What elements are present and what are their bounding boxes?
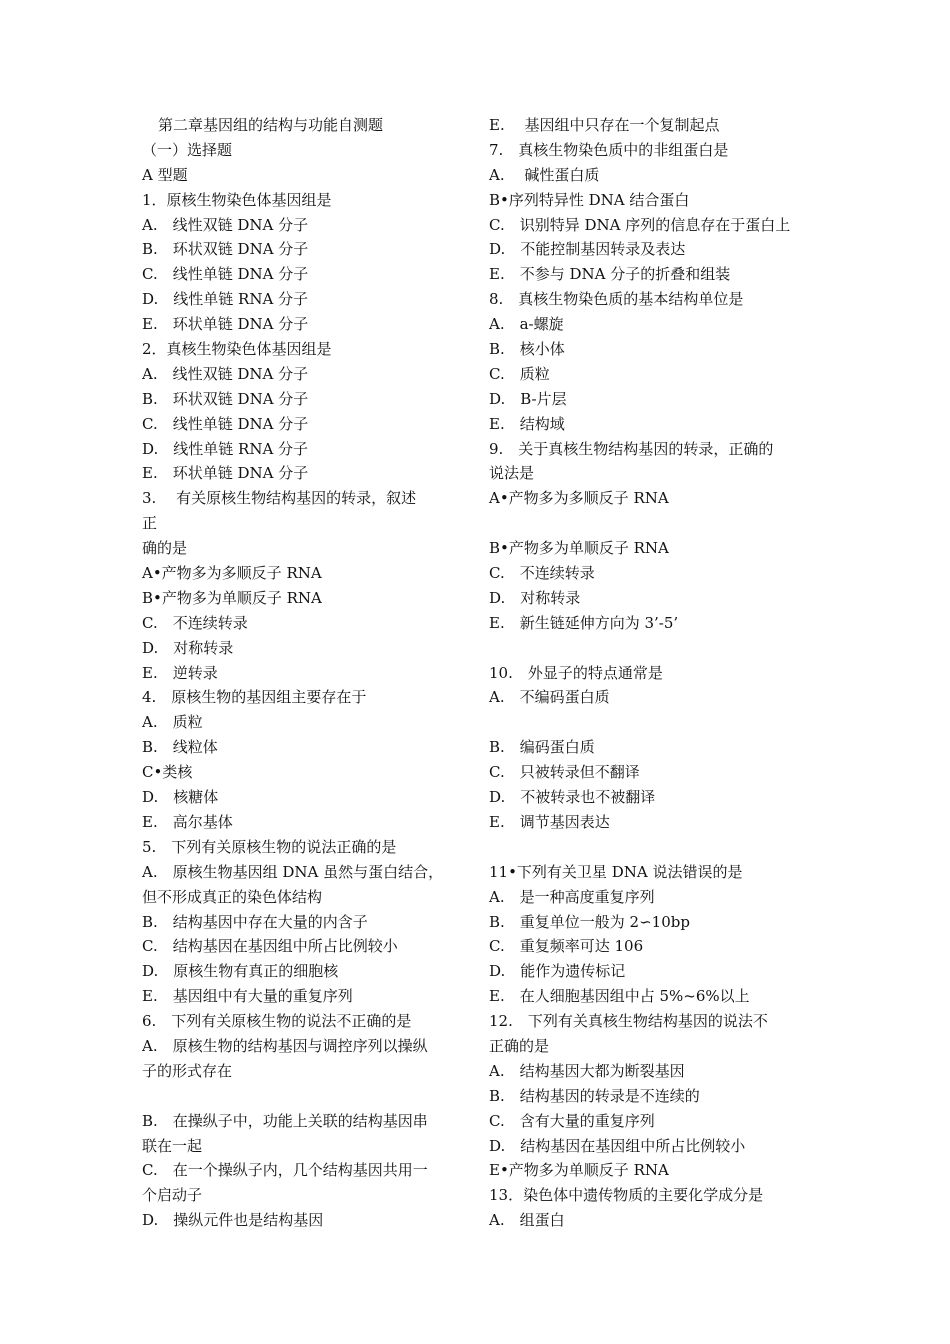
text-line: 10. 外显子的特点通常是	[489, 663, 663, 682]
text-line: B•产物多为单顺反子 RNA	[489, 539, 669, 558]
blank-line	[489, 710, 809, 735]
text-line: A. 结构基因大都为断裂基因	[489, 1061, 685, 1080]
text-line: 子的形式存在	[142, 1061, 233, 1080]
text-line: 说法是	[489, 464, 535, 483]
text-line: B•产物多为单顺反子 RNA	[142, 588, 322, 607]
text-line: D. 核糖体	[142, 788, 219, 807]
text-line: C. 线性单链 DNA 分子	[142, 265, 309, 284]
text-line: 正确的是	[489, 1036, 550, 1055]
text-line: C. 不连续转录	[489, 564, 595, 583]
text-line: B. 编码蛋白质	[489, 738, 595, 757]
text-line: D. 不被转录也不被翻译	[489, 788, 656, 807]
text-line: A•产物多为多顺反子 RNA	[489, 489, 669, 508]
text-line: 确的是	[142, 539, 188, 558]
text-line: E. 基因组中有大量的重复序列	[142, 987, 353, 1006]
text-line: A. 组蛋白	[489, 1211, 565, 1230]
text-line: B. 重复单位一般为 2∽10bp	[489, 912, 690, 931]
text-line: （一）选择题	[142, 140, 233, 159]
text-line: 2．真核生物染色体基因组是	[142, 340, 332, 359]
text-line: C•类核	[142, 763, 193, 782]
text-line: C. 重复频率可达 106	[489, 937, 644, 956]
text-line: E. 在人细胞基因组中占 5%~6%以上	[489, 987, 750, 1006]
text-line: E. 环状单链 DNA 分子	[142, 315, 309, 334]
blank-line	[489, 636, 809, 661]
page-title: 第二章基因组的结构与功能自测题	[158, 116, 384, 134]
text-line: B. 结构基因中存在大量的内含子	[142, 912, 368, 931]
text-line: A. 原核生物基因组 DNA 虽然与蛋白结合，	[142, 862, 444, 881]
blank-line	[489, 511, 809, 536]
text-line: E. 新生链延伸方向为 3’-5’	[489, 613, 679, 632]
text-line: D. 能作为遗传标记	[489, 962, 626, 981]
text-line: E. 结构域	[489, 414, 565, 433]
text-line: A•产物多为多顺反子 RNA	[142, 564, 322, 583]
text-line: D. 对称转录	[489, 588, 581, 607]
text-line: 但不形成真正的染色体结构	[142, 887, 323, 906]
text-line: 联在一起	[142, 1136, 203, 1155]
text-line: 5. 下列有关原核生物的说法正确的是	[142, 837, 397, 856]
text-line: E. 基因组中只存在一个复制起点	[489, 116, 720, 134]
blank-line	[142, 1084, 462, 1109]
text-line: B. 线粒体	[142, 738, 218, 757]
text-line: A. 碱性蛋白质	[489, 165, 600, 184]
text-line: C. 识别特异 DNA 序列的信息存在于蛋白上	[489, 215, 791, 234]
text-line: B. 在操纵子中，功能上关联的结构基因串	[142, 1111, 428, 1130]
text-line: 个启动子	[142, 1186, 203, 1205]
text-line: 9. 关于真核生物结构基因的转录，正确的	[489, 439, 774, 458]
text-line: A. 线性双链 DNA 分子	[142, 364, 309, 383]
text-line: C. 质粒	[489, 364, 550, 383]
text-line: B. 环状双链 DNA 分子	[142, 389, 309, 408]
text-line: 3. 有关原核生物结构基因的转录，叙述	[142, 489, 417, 508]
left-column	[142, 113, 462, 1233]
text-line: E•产物多为单顺反子 RNA	[489, 1161, 669, 1180]
text-line: B•序列特异性 DNA 结合蛋白	[489, 190, 690, 209]
text-line: A. a-螺旋	[489, 315, 564, 334]
text-line: B. 结构基因的转录是不连续的	[489, 1086, 700, 1105]
text-line: A 型题	[142, 165, 188, 184]
text-line: 1．原核生物染色体基因组是	[142, 190, 332, 209]
text-line: C. 只被转录但不翻译	[489, 763, 640, 782]
text-line: D. 操纵元件也是结构基因	[142, 1211, 324, 1230]
text-line: E. 逆转录	[142, 663, 218, 682]
text-line: E. 调节基因表达	[489, 812, 610, 831]
text-line: B. 核小体	[489, 340, 565, 359]
text-line: C. 不连续转录	[142, 613, 248, 632]
blank-line	[489, 835, 809, 860]
text-line: A. 原核生物的结构基因与调控序列以操纵	[142, 1036, 428, 1055]
text-line: C. 线性单链 DNA 分子	[142, 414, 309, 433]
text-line: 正	[142, 514, 158, 533]
text-line: A. 质粒	[142, 713, 203, 732]
text-line: A. 线性双链 DNA 分子	[142, 215, 309, 234]
text-line: D. 对称转录	[142, 638, 234, 657]
text-line: A. 不编码蛋白质	[489, 688, 610, 707]
text-line: E. 高尔基体	[142, 812, 233, 831]
text-line: C. 结构基因在基因组中所占比例较小	[142, 937, 398, 956]
text-line: 4. 原核生物的基因组主要存在于	[142, 688, 367, 707]
text-line: 12. 下列有关真核生物结构基因的说法不	[489, 1012, 768, 1031]
text-line: D. 不能控制基因转录及表达	[489, 240, 686, 259]
text-line: 6. 下列有关原核生物的说法不正确的是	[142, 1012, 412, 1031]
text-line: 13．染色体中遗传物质的主要化学成分是	[489, 1186, 764, 1205]
text-line: A. 是一种高度重复序列	[489, 887, 655, 906]
text-line: C. 在一个操纵子内，几个结构基因共用一	[142, 1161, 428, 1180]
text-line: D. B-片层	[489, 389, 567, 408]
text-line: 11•下列有关卫星 DNA 说法错误的是	[489, 862, 743, 881]
text-line: B. 环状双链 DNA 分子	[142, 240, 309, 259]
text-line: D. 原核生物有真正的细胞核	[142, 962, 339, 981]
right-column	[489, 113, 809, 1233]
text-line: D. 结构基因在基因组中所占比例较小	[489, 1136, 746, 1155]
text-line: E. 不参与 DNA 分子的折叠和组装	[489, 265, 731, 284]
left-column-body	[142, 138, 462, 1233]
text-line: 8. 真核生物染色质的基本结构单位是	[489, 290, 744, 309]
text-line: E. 环状单链 DNA 分子	[142, 464, 309, 483]
right-column-body	[489, 113, 809, 1233]
text-line: D. 线性单链 RNA 分子	[142, 439, 309, 458]
text-line: D. 线性单链 RNA 分子	[142, 290, 309, 309]
text-line: C. 含有大量的重复序列	[489, 1111, 655, 1130]
text-line: 7. 真核生物染色质中的非组蛋白是	[489, 140, 729, 159]
